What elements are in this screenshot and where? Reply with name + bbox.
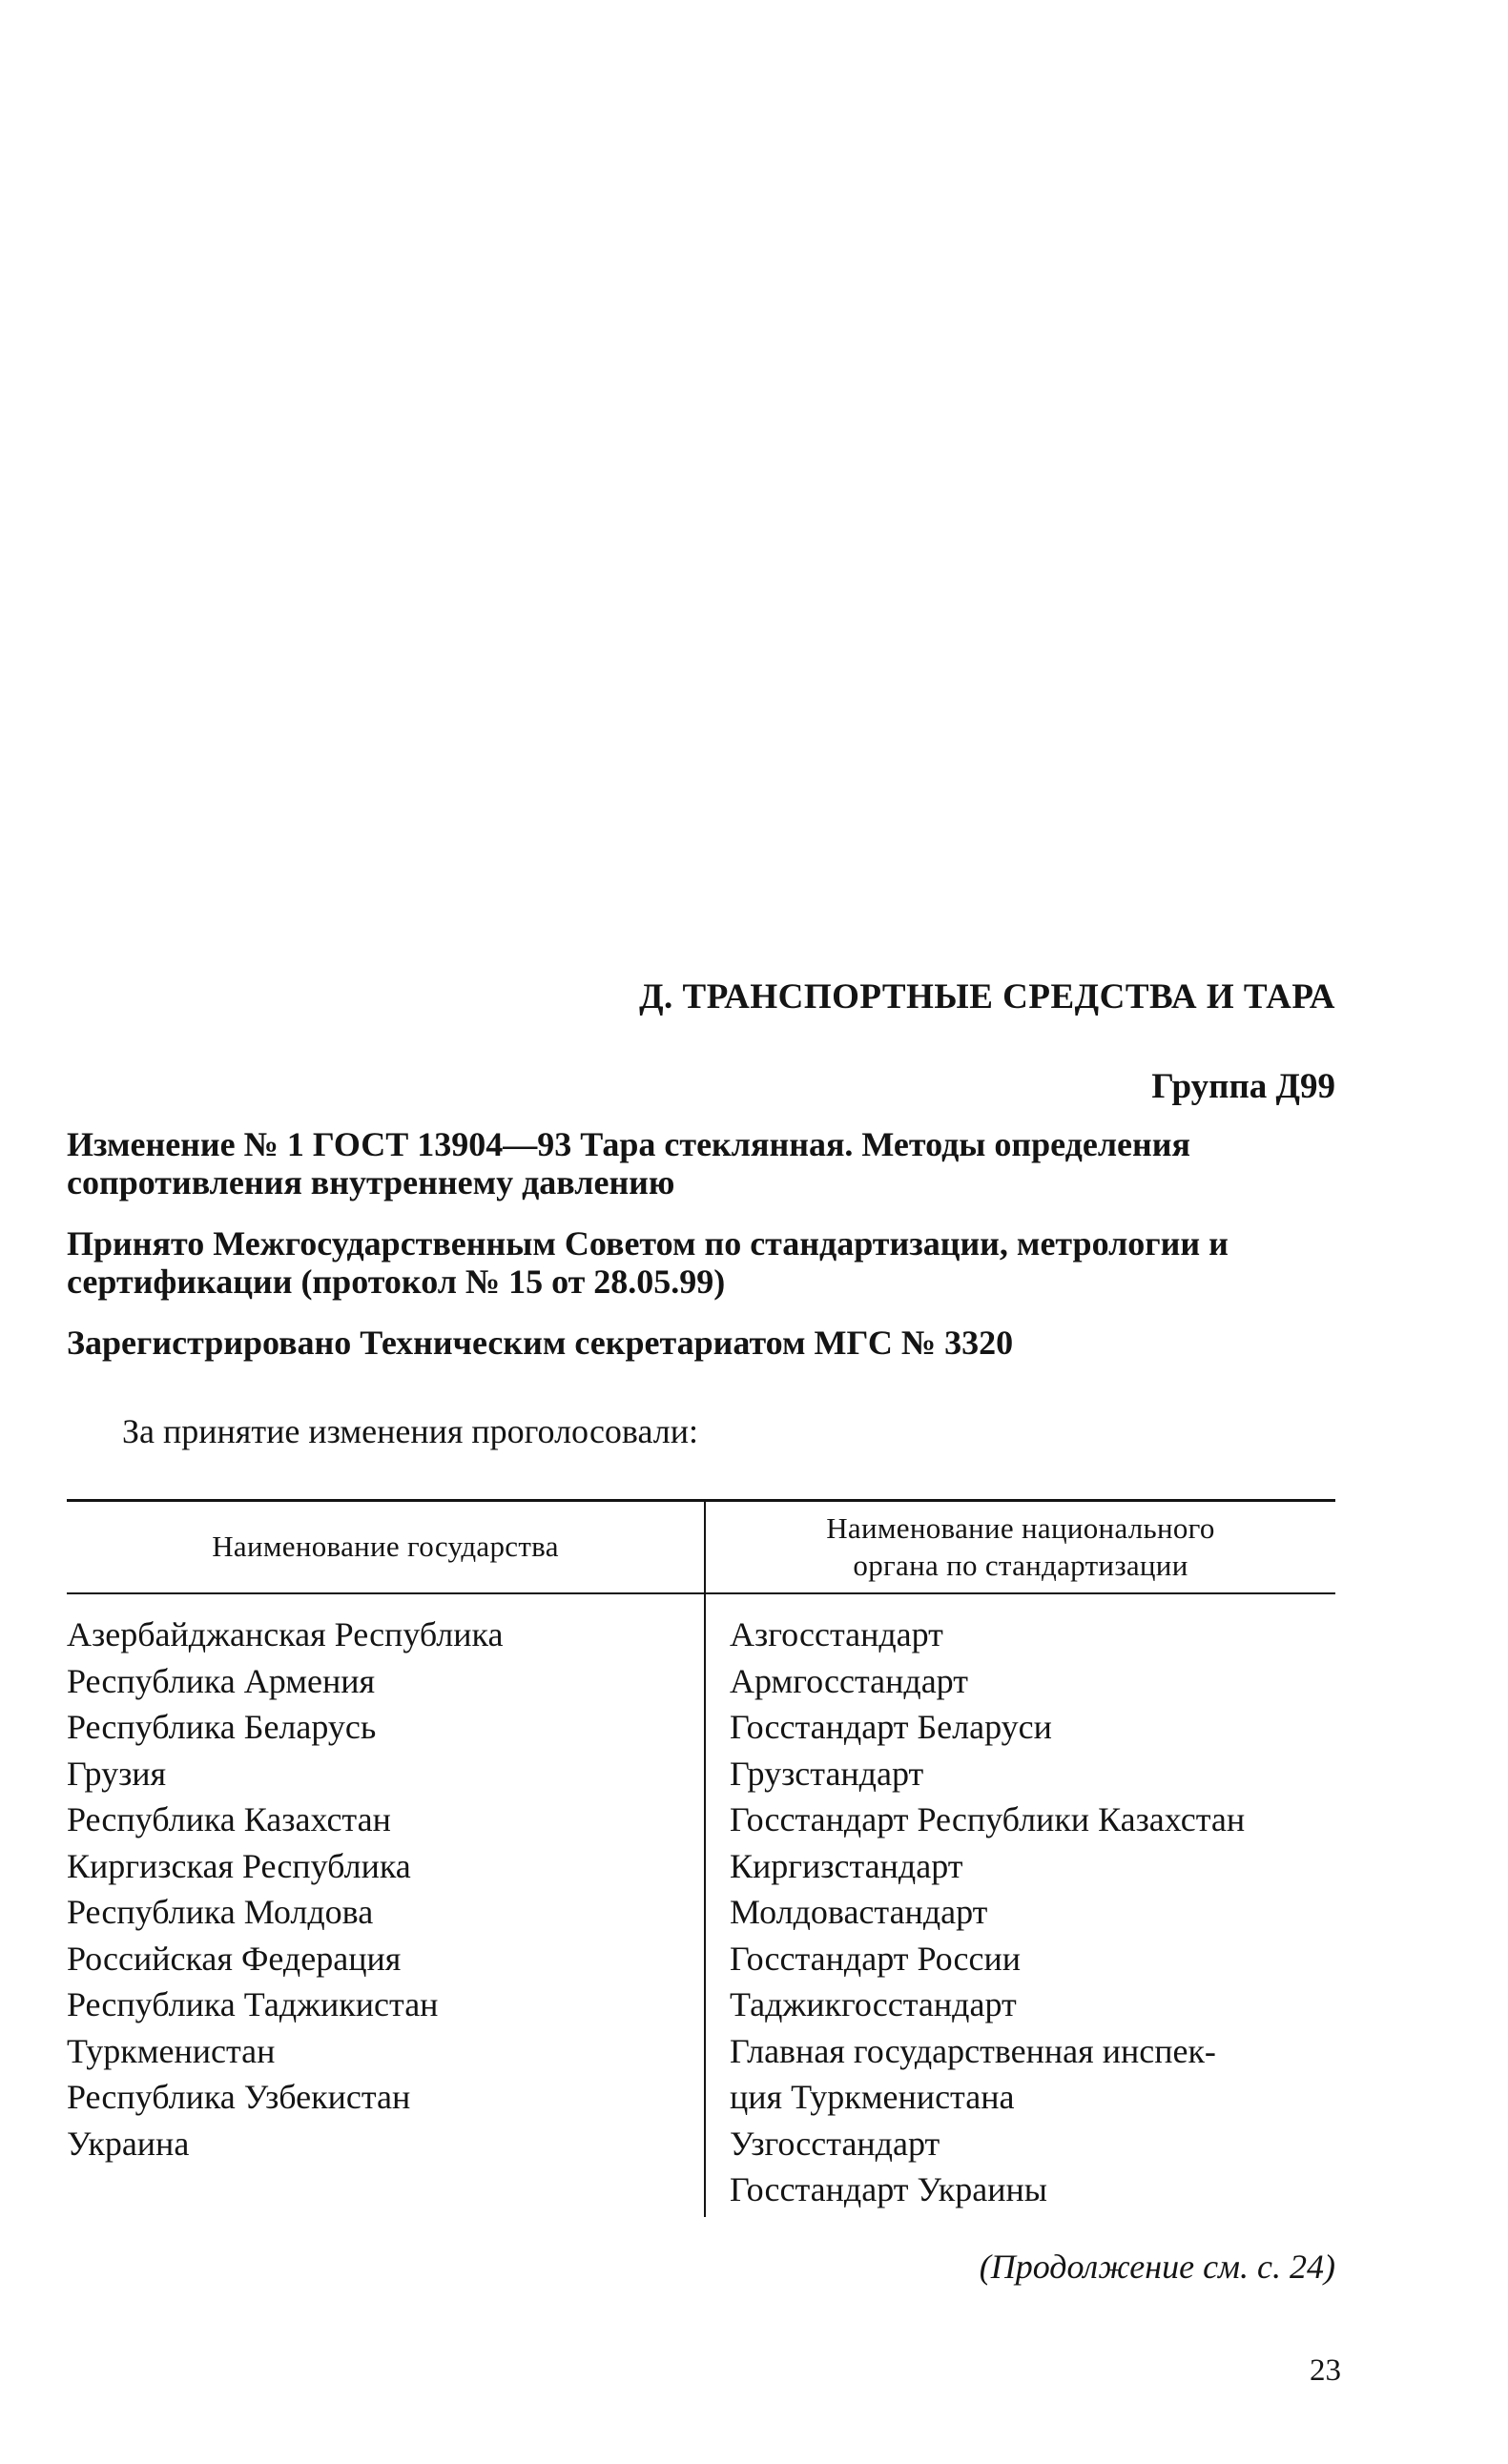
section-title: Д. ТРАНСПОРТНЫЕ СРЕДСТВА И ТАРА	[639, 977, 1335, 1016]
table-cell-state: Республика Узбекистан	[67, 2078, 411, 2116]
table-cell-standards-body: Азгосстандарт	[730, 1615, 943, 1653]
table-cell-state: Украина	[67, 2124, 190, 2163]
table-cell-state: Республика Таджикистан	[67, 1985, 439, 2023]
table-cell-standards-body: Госстандарт России	[730, 1939, 1021, 1978]
table-cell-state: Республика Беларусь	[67, 1708, 377, 1746]
change-title: Изменение № 1 ГОСТ 13904—93 Тара стеклянная. Методы определения сопротивления внутреннему давлению	[67, 1125, 1190, 1201]
table-cell-state: Азербайджанская Республика	[67, 1615, 504, 1653]
registration-statement: Зарегистрировано Техническим секретариатом МГС № 3320	[67, 1324, 1014, 1362]
table-cell-standards-body: Киргизстандарт	[730, 1846, 963, 1885]
state-column	[67, 1612, 696, 2166]
table-cell-standards-body: Госстандарт Беларуси	[730, 1708, 1052, 1746]
table-cell-state: Республика Армения	[67, 1661, 376, 1700]
table-top-rule	[67, 1499, 1335, 1502]
adoption-statement: Принято Межгосударственным Советом по стандартизации, метрологии и сертификации (протокол № 15 от 28.05.99)	[67, 1224, 1229, 1301]
continuation-note: (Продолжение см. с. 24)	[979, 2248, 1335, 2286]
voted-intro: За принятие изменения проголосовали:	[122, 1412, 698, 1450]
table-cell-standards-body: Госстандарт Республики Казахстан	[730, 1800, 1246, 1838]
table-column-divider	[704, 1594, 706, 2217]
table-cell-standards-body: Грузстандарт	[730, 1754, 924, 1793]
table-cell-standards-body: Таджикгосстандарт	[730, 1985, 1017, 2023]
header-standards-body: Наименование национального органа по стандартизации	[826, 1511, 1215, 1582]
header-state: Наименование государства	[212, 1530, 559, 1563]
table-cell-standards-body: Армгосстандарт	[730, 1661, 968, 1700]
group-code: Группа Д99	[1151, 1067, 1335, 1106]
table-cell-state: Республика Казахстан	[67, 1800, 391, 1838]
table-cell-standards-body: Узгосстандарт	[730, 2124, 940, 2163]
table-cell-state: Киргизская Республика	[67, 1846, 411, 1885]
table-cell-state: Туркменистан	[67, 2031, 276, 2070]
table-cell-state: Республика Молдова	[67, 1893, 374, 1931]
table-cell-standards-body: Госстандарт Украины	[730, 2170, 1047, 2208]
page-number: 23	[1310, 2353, 1341, 2388]
standards-body-column	[730, 1612, 1340, 2213]
table-cell-state: Грузия	[67, 1754, 167, 1793]
table-cell-standards-body: Главная государственная инспек- ция Туркменистана	[730, 2031, 1216, 2116]
table-header-rule	[67, 1592, 1335, 1594]
table-cell-standards-body: Молдовастандарт	[730, 1893, 988, 1931]
table-cell-state: Российская Федерация	[67, 1939, 402, 1978]
